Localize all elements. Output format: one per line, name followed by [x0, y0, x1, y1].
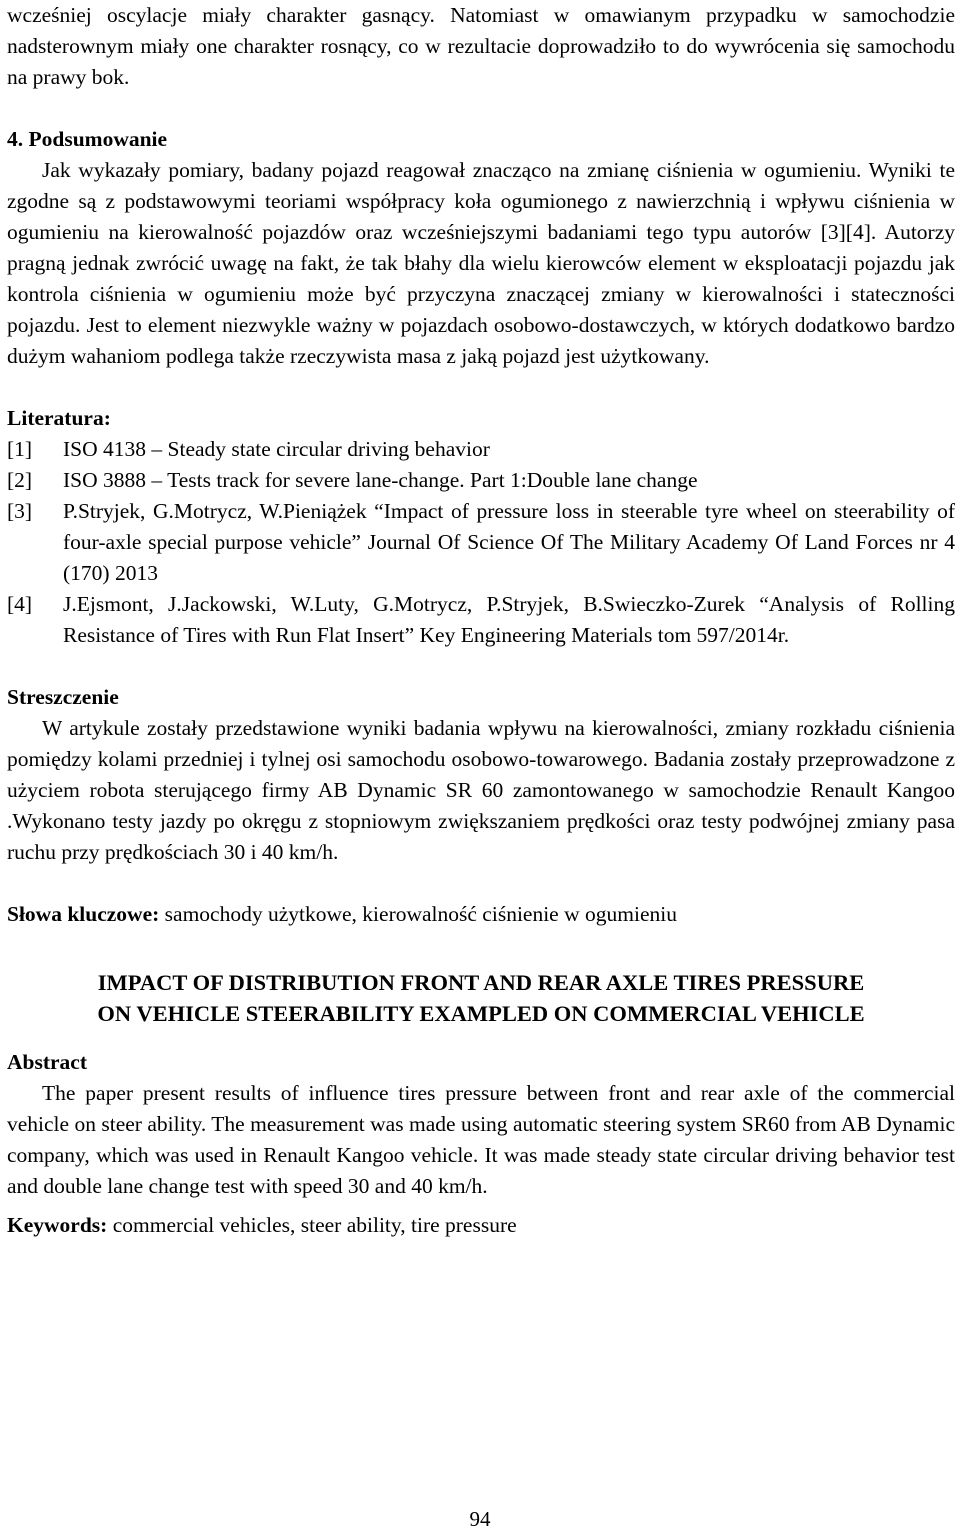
streszczenie-body: W artykule zostały przedstawione wyniki badania wpływu na kierowalności, zmiany rozkładu ciśnienia pomiędzy kolami przedniej i tylnej osi samochodu osobowo-towarowego. Badania zostały przeprowadzone z użyciem robota sterującego firmy AB Dynamic SR 60 zamontowanego w samochodzie Renault Kangoo .Wykonano testy jazdy po okręgu z stopniowym zwiększaniem prędkości oraz testy podwójnej zmiany pasa ruchu przy prędkościach 30 i 40 km/h.	[7, 716, 955, 864]
reference-number: [1]	[7, 437, 33, 461]
reference-text: P.Stryjek, G.Motrycz, W.Pieniążek “Impact of pressure loss in steerable tyre wheel on steerability of four-axle special purpose vehicle” Journal Of Science Of The Military Academy Of Land Forces nr 4 (170) 2013	[63, 499, 955, 585]
keywords-en-value: commercial vehicles, steer ability, tire pressure	[107, 1213, 517, 1237]
reference-number: [3]	[7, 499, 33, 523]
abstract-body: The paper present results of influence tires pressure between front and rear axle of the commercial vehicle on steer ability. The measurement was made using automatic steering system SR60 from AB Dynamic company, which was used in Renault Kangoo vehicle. It was made steady state circular driving behavior test and double lane change test with speed 30 and 40 km/h.	[7, 1081, 955, 1198]
english-title-line-2: ON VEHICLE STEERABILITY EXAMPLED ON COMMERCIAL VEHICLE	[97, 1001, 865, 1026]
reference-text: ISO 3888 – Tests track for severe lane-change. Part 1:Double lane change	[63, 468, 698, 492]
document-page	[7, 0, 955, 1241]
summary-heading: 4. Podsumowanie	[7, 127, 168, 151]
reference-item	[7, 589, 955, 651]
summary-body: Jak wykazały pomiary, badany pojazd reagował znacząco na zmianę ciśnienia w ogumieniu. Wyniki te zgodne są z podstawowymi teoriami współpracy koła ogumionego z nawierzchnią i wpływu ciśnienia w ogumieniu na kierowalność pojazdów oraz wcześniejszymi badaniami tego typu autorów [3][4]. Autorzy pragną jednak zwrócić uwagę na fakt, że tak błahy dla wielu kierowców element w eksploatacji pojazdu jak kontrola ciśnienia w ogumieniu może być przyczyna znaczącej zmiany w kierowalności i stateczności pojazdu. Jest to element niezwykle ważny w pojazdach osobowo-dostawczych, w których dodatkowo bardzo dużym wahaniom podlega także rzeczywista masa z jaką pojazd jest użytkowany.	[7, 158, 955, 368]
page-number: 94	[469, 1507, 491, 1531]
literature-section	[7, 403, 955, 651]
keywords-en	[7, 1210, 955, 1241]
reference-text: J.Ejsmont, J.Jackowski, W.Luty, G.Motrycz, P.Stryjek, B.Swieczko-Zurek “Analysis of Rolling Resistance of Tires with Run Flat Insert” Key Engineering Materials tom 597/2014r.	[63, 592, 955, 647]
reference-item	[7, 434, 955, 465]
abstract-heading: Abstract	[7, 1050, 88, 1074]
reference-list	[7, 434, 955, 651]
keywords-pl-label: Słowa kluczowe:	[7, 902, 160, 926]
summary-section	[7, 124, 955, 372]
reference-item	[7, 465, 955, 496]
reference-item	[7, 496, 955, 589]
keywords-pl-value: samochody użytkowe, kierowalność ciśnienie w ogumieniu	[159, 902, 677, 926]
streszczenie-section	[7, 682, 955, 868]
keywords-en-label: Keywords:	[7, 1213, 108, 1237]
abstract-section	[7, 1047, 955, 1202]
keywords-pl	[7, 899, 955, 930]
literature-heading: Literatura:	[7, 406, 111, 430]
reference-text: ISO 4138 – Steady state circular driving behavior	[63, 437, 490, 461]
reference-number: [2]	[7, 468, 33, 492]
english-title-line-1: IMPACT OF DISTRIBUTION FRONT AND REAR AXLE TIRES PRESSURE	[97, 970, 865, 995]
reference-number: [4]	[7, 592, 33, 616]
intro-paragraph: wcześniej oscylacje miały charakter gasnący. Natomiast w omawianym przypadku w samochodzie nadsterownym miały one charakter rosnący, co w rezultacie doprowadziło to do wywrócenia się samochodu na prawy bok.	[7, 3, 955, 89]
english-title	[7, 961, 955, 1029]
streszczenie-heading: Streszczenie	[7, 685, 119, 709]
